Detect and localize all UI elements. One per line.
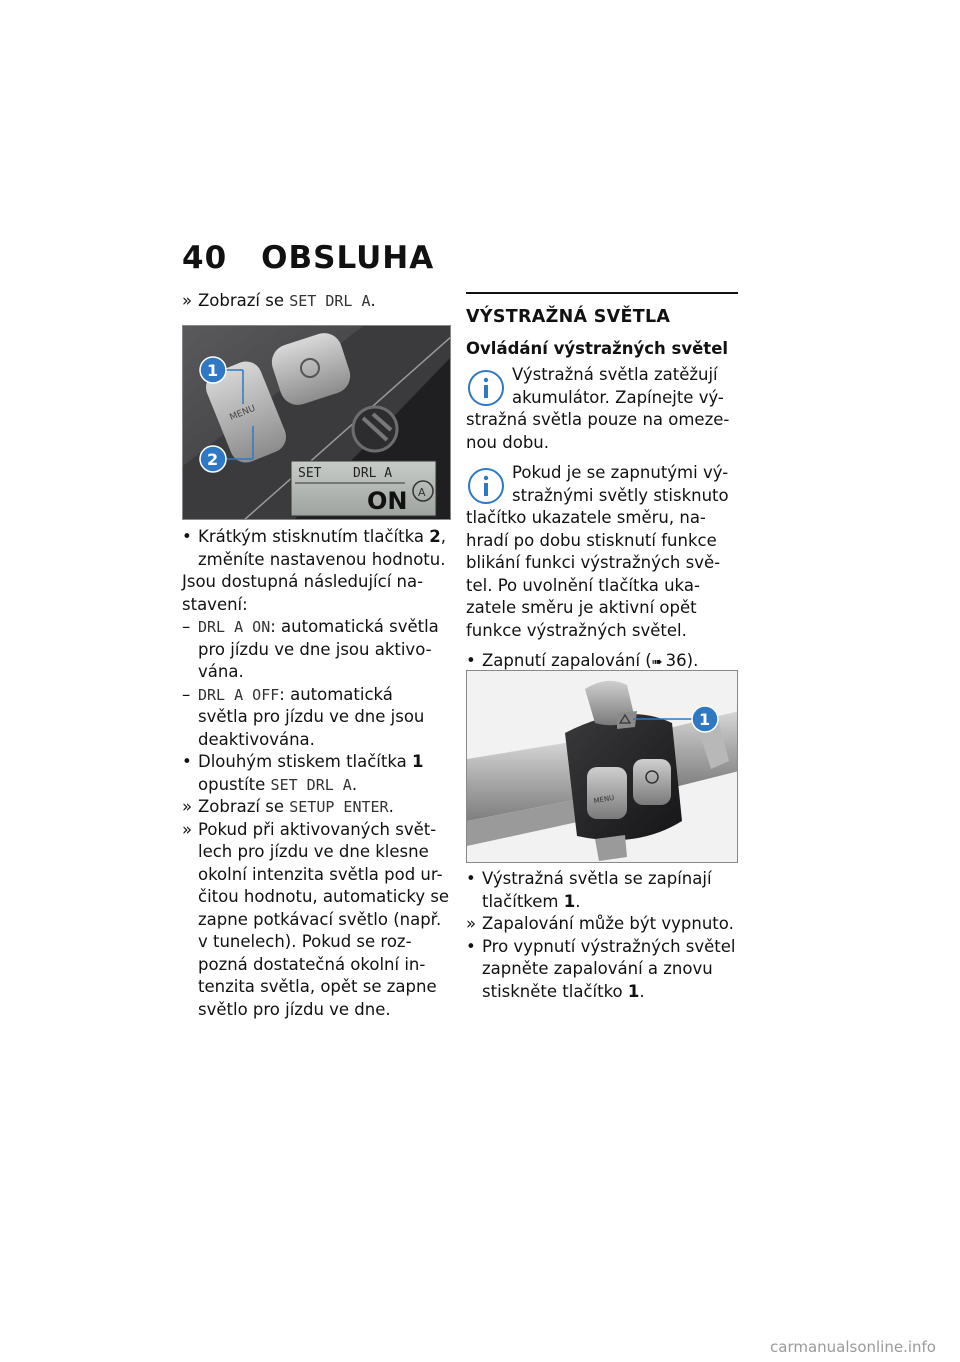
result-ignition-off: » Zapalování může být vypnuto. [466, 914, 734, 933]
result-marker: » [182, 291, 193, 310]
bullet-hazard-off: • Pro vypnutí výstražných světel zapněte zapalování a znovu stiskněte tlačítko 1. [466, 936, 736, 1001]
figure-hazard-button [466, 670, 738, 863]
bullet-long-press: • Dlouhým stiskem tlačítka 1 opustíte SET DRL A. [182, 752, 424, 794]
note-turn-signal: Pokud je se zapnutými vý- stražnými světly stisknuto tlačítko ukazatele směru, na- hradí po dobu stisknutí funkce blikání funkci výstražných svě- tel. Po uvolnění tlačítka uka- zatele směru je aktivní opět funkce výstražných světel. [466, 463, 729, 640]
callout-1: 1 [207, 361, 219, 380]
figure-menu-button [182, 325, 451, 520]
result-setup-enter: » Zobrazí se SETUP ENTER. [182, 797, 394, 816]
display-set: SET [298, 466, 322, 481]
bullet-short-press: • Krátkým stisknutím tlačítka 2, změníte nastavenou hodnotu. [182, 527, 446, 569]
handlebar-hazard-illustration [467, 671, 738, 863]
sub-title: Ovládání výstražných světel [466, 338, 729, 358]
bullet-marker: • [182, 527, 192, 546]
callout-2: 2 [207, 450, 219, 469]
result-low-light: » Pokud při aktivovaných svět- lech pro jízdu ve dne klesne okolní intenzita světla pod ur- čitou hodnotu, automaticky se zapne potkávací světlo (např. v tunelech). Pokud se roz- pozná dostatečná okolní in- tenzita světla, opět se zapne světlo pro jízdu ve dne. [182, 819, 450, 1019]
section-title: VÝSTRAŽNÁ SVĚTLA [466, 292, 738, 329]
note-battery: Výstražná světla zatěžují akumulátor. Zapínejte vý- stražná světla pouze na omeze- nou dobu. [466, 365, 730, 452]
handlebar-switch-illustration [183, 326, 451, 520]
option-drl-on: – DRL A ON: automatická světla pro jízdu ve dne jsou aktivo- vána. [182, 617, 439, 681]
option-drl-off: – DRL A OFF: automatická světla pro jízdu ve dne jsou deaktivována. [182, 684, 425, 749]
bullet-hazard-on: • Výstražná světla se zapínají tlačítkem 1. [466, 869, 712, 911]
page-title: OBSLUHA [261, 240, 435, 276]
page-header [182, 240, 434, 276]
display-value: ON [367, 487, 408, 515]
callout-1-hazard: 1 [699, 710, 711, 729]
page-number: 40 [182, 240, 228, 276]
display-drl: DRL A [353, 466, 393, 481]
available-settings-text: Jsou dostupná následující na- stavení: [182, 572, 424, 614]
result-line-intro: » Zobrazí se SET DRL A. [182, 290, 452, 313]
watermark: carmanualsonline.info [770, 1338, 936, 1356]
svg-text:A: A [418, 486, 426, 499]
bullet-ignition-on: • Zapnutí zapalování (➠ 36). [466, 651, 699, 670]
menu-label-2: MENU [593, 793, 615, 806]
arrow-ref-icon: ➠ [651, 655, 663, 670]
info-icon [466, 466, 506, 506]
menu-label: MENU [228, 403, 257, 424]
info-icon [466, 368, 506, 408]
